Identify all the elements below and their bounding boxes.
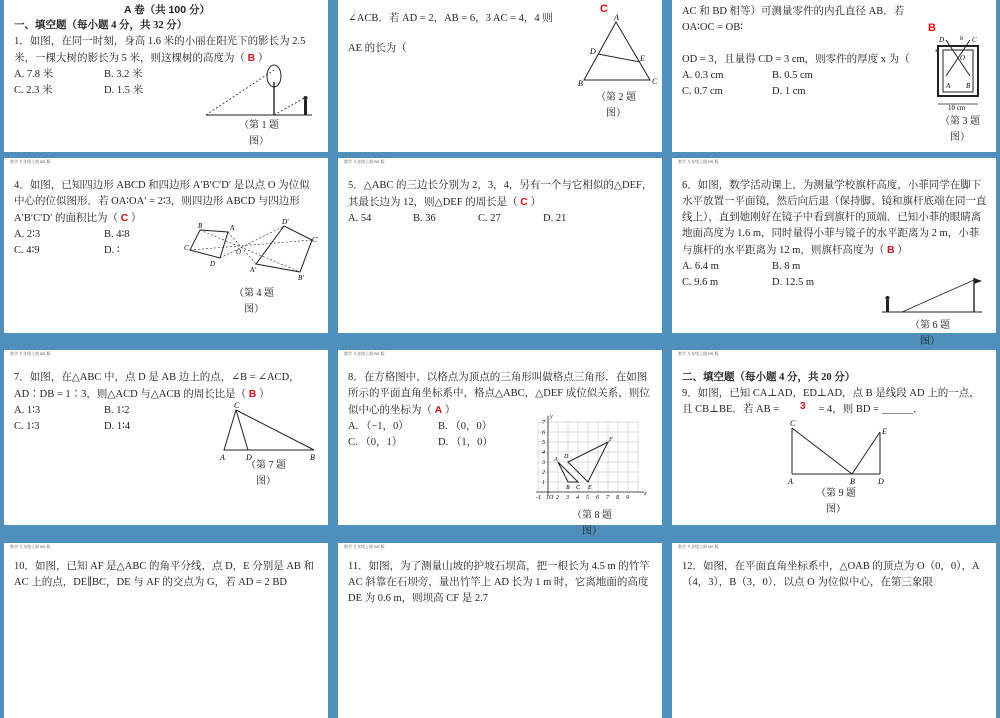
svg-text:D: D: [210, 260, 216, 268]
panel-header: 数学 九年级上册 BS 版: [338, 158, 662, 165]
svg-text:B: B: [310, 453, 315, 462]
figure-6-caption: （第 6 题 图）: [910, 320, 950, 347]
y-tick-label: 6: [542, 430, 545, 436]
panel-header: 数学 九年级上册 BS 版: [4, 158, 328, 165]
panel-header: 数学 九年级上册 BS 版: [338, 350, 662, 357]
question-6-text: 6．如图，数学活动课上，为测量学校旗杆高度，小菲同学在脚下水平放置一平面镜，然后向后退（保持脚、镜和旗杆底端在同一直线上），直到她刚好在镜子中看到旗杆的顶端．已知小菲的眼睛离地面高度为 1.6 m，同时量得小菲与镜子的水平距离为 2 m，小菲与旗杆的水平距离为 12 m，则旗杆高度为（ B ）: [682, 180, 987, 256]
question-3-text: AC 和 BD 相等）可测量零件的内孔直径 AB．若 OA∶OC = OB∶: [682, 6, 905, 33]
label-a: A: [614, 13, 619, 22]
option-b: B. 36: [413, 213, 436, 224]
svg-text:A: A: [230, 224, 235, 232]
option-a: A. 6.4 m: [682, 261, 719, 272]
y-axis-label: y: [550, 414, 553, 420]
point-label: D: [564, 454, 569, 460]
option-d: D. （1，0）: [438, 437, 493, 448]
option-d: D. ∶: [104, 245, 120, 256]
answer-5: C: [520, 196, 528, 208]
svg-text:C: C: [234, 401, 240, 410]
svg-text:D: D: [246, 453, 252, 462]
question-panel-7: [4, 350, 328, 525]
question-9-text: 9．如图，已知 CA⊥AD，ED⊥AD，点 B 是线段 AD 上的一点，: [682, 388, 980, 399]
svg-text:B: B: [850, 477, 855, 486]
y-tick-label: 7: [542, 420, 545, 426]
option-b: B. 0.5 cm: [772, 70, 813, 81]
figure-4-caption: （第 4 题 图）: [234, 288, 274, 315]
svg-text:B: B: [966, 82, 971, 90]
triangle-figure-7: [218, 401, 318, 462]
perpendicular-figure: [788, 419, 888, 486]
point-label: A: [554, 457, 558, 463]
y-tick-label: 3: [542, 460, 545, 466]
panel-header: 数学 九年级上册 BS 版: [338, 543, 662, 550]
answer-8: A: [434, 404, 443, 416]
x-axis-label: x: [644, 491, 647, 497]
svg-text:O: O: [960, 54, 966, 62]
option-c: C. 0.7 cm: [682, 86, 723, 97]
figure-9-caption: （第 9 题 图）: [816, 488, 856, 515]
question-panel-4: [4, 158, 328, 333]
flagpole-figure: [882, 276, 982, 316]
caliper-figure: [934, 36, 984, 112]
question-panel-2: [338, 0, 662, 152]
option-c: C. 2.3 米: [14, 85, 53, 96]
option-a: A. 54: [348, 213, 372, 224]
coordinate-grid-figure: [534, 408, 654, 504]
homothety-figure: [184, 220, 324, 280]
section-title: 一、填空题（每小题 4 分，共 32 分）: [14, 20, 188, 31]
origin-label: O: [549, 495, 554, 501]
question-9-line2: 且 CB⊥BE．若 AB = 3 = 4，则 BD = ______．: [682, 400, 924, 415]
svg-text:C: C: [790, 419, 796, 428]
question-panel-11: [338, 543, 662, 718]
question-10-text: 10．如图，已知 AF 是△ABC 的角平分线，点 D，E 分别是 AB 和 AC 上的点，DE∥BC，DE 与 AF 的交点为 G，若 AD = 2 BD: [14, 561, 315, 588]
point-label: E: [588, 485, 592, 491]
option-d: D. 1 cm: [772, 86, 806, 97]
figure-7-caption: （第 7 题 图）: [246, 460, 286, 487]
x-tick-label: 9: [626, 495, 629, 501]
svg-text:O: O: [236, 248, 242, 256]
point-label: B: [566, 485, 570, 491]
label-c: C: [652, 77, 658, 86]
option-c: C. 27: [478, 213, 501, 224]
x-tick-label: 4: [576, 495, 579, 501]
option-a: A. 0.3 cm: [682, 70, 724, 81]
option-b: B. 3.2 米: [104, 69, 143, 80]
y-tick-label: 1: [542, 480, 545, 486]
triangle-figure-2: [578, 13, 658, 88]
question-4-text: 4．如图，已知四边形 ABCD 和四边形 A′B′C′D′ 是以点 O 为位似中心的位似图形．若 OA∶OA′ = 2∶3，则四边形 ABCD 与四边形 A′B′C′D′ 的面积比为（ C ）: [14, 180, 310, 224]
question-8-text: 8．在方格图中，以格点为顶点的三角形叫做格点三角形．在如图所示的平面直角坐标系中，格点△ABC，△DEF 成位似关系，则位似中心的坐标为（ A ）: [348, 372, 650, 416]
question-7-text: 7．如图，在△ABC 中，点 D 是 AB 边上的点，∠B = ∠ACD，AD∶DB = 1∶3，则△ACD 与△ACB 的周长比是（ B ）: [14, 372, 300, 400]
figure-3-caption: （第 3 题 图）: [940, 116, 980, 143]
svg-text:x: x: [935, 48, 938, 54]
question-panel-9: [672, 350, 996, 525]
option-c: C. （0，1）: [348, 437, 403, 448]
dimension-label: 10 cm: [948, 104, 966, 112]
panel-header: 数学 九年级上册 BS 版: [672, 350, 996, 357]
option-d: D. 12.5 m: [772, 277, 814, 288]
answer-1: B: [247, 52, 256, 64]
x-tick-label: 6: [596, 495, 599, 501]
section-title: 二、填空题（每小题 4 分，共 20 分）: [682, 372, 856, 383]
volume-title: A 卷（共 100 分）: [124, 4, 210, 16]
option-c: C. 1∶3: [14, 421, 40, 432]
y-tick-label: 2: [542, 470, 545, 476]
figure-8-caption: （第 8 题 图）: [572, 510, 612, 537]
x-tick-label: 8: [616, 495, 619, 501]
question-11-text: 11．如图，为了测量山坡的护坡石坝高，把一根长为 4.5 m 的竹竿 AC 斜靠在石坝旁，量出竹竿上 AD 长为 1 m 时，它离地面的高度 DE 为 0.6 m，则坝高 CF 是 2.7: [348, 561, 650, 604]
x-tick-label: -1: [536, 495, 541, 501]
option-c: C. 4∶9: [14, 245, 40, 256]
svg-text:B′: B′: [298, 274, 304, 282]
svg-text:E: E: [882, 427, 887, 436]
point-label: C: [576, 485, 581, 491]
question-panel-5: [338, 158, 662, 333]
tree-shadow-figure: [204, 60, 314, 120]
answer-3: B: [928, 22, 936, 34]
option-d: D. 1∶4: [104, 421, 131, 432]
x-tick-label: 3: [566, 495, 569, 501]
svg-text:C′: C′: [312, 236, 319, 244]
svg-text:D′: D′: [282, 218, 289, 226]
question-panel-1: [4, 0, 328, 152]
question-panel-10: [4, 543, 328, 718]
option-c: C. 9.6 m: [682, 277, 719, 288]
option-d: D. 21: [543, 213, 567, 224]
question-5-text: 5．△ABC 的三边长分别为 2，3，4，另有一个与它相似的△DEF，其最长边为 12，则△DEF 的周长是（ C ）: [348, 180, 653, 208]
question-panel-12: [672, 543, 996, 718]
svg-text:A: A: [220, 453, 225, 462]
panel-header: 数学 九年级上册 BS 版: [672, 158, 996, 165]
option-b: B. 8 m: [772, 261, 801, 272]
panel-header: 数学 九年级上册 BS 版: [4, 350, 328, 357]
question-panel-8: [338, 350, 662, 537]
point-label: F: [609, 437, 613, 443]
x-tick-label: 2: [556, 495, 559, 501]
x-tick-label: 1: [546, 495, 549, 501]
y-tick-label: 5: [542, 440, 545, 446]
option-b: B. 4∶8: [104, 229, 130, 240]
option-b: B. 1∶2: [104, 405, 130, 416]
x-tick-label: 7: [606, 495, 609, 501]
question-panel-3: [672, 0, 996, 152]
svg-text:C: C: [184, 244, 189, 252]
question-12-text: 12．如图，在平面直角坐标系中，△OAB 的顶点为 O（0，0），A（4，3），B（3，0）．以点 O 为位似中心，在第三象限: [682, 561, 980, 588]
svg-text:A: A: [788, 477, 793, 486]
question-3-line2: OD = 3，且量得 CD = 3 cm，则零件的厚度 x 为（: [682, 54, 910, 65]
option-a: A. 7.8 米: [14, 69, 54, 80]
figure-2-caption: （第 2 题 图）: [596, 92, 636, 119]
svg-text:A: A: [946, 82, 951, 90]
answer-6: B: [887, 244, 895, 256]
answer-9: 3: [799, 400, 806, 412]
label-e: E: [640, 54, 645, 63]
option-a: A. 2∶3: [14, 229, 41, 240]
answer-2: C: [600, 3, 608, 15]
panel-header: 数学 九年级上册 BS 版: [4, 543, 328, 550]
y-tick-label: 4: [542, 450, 545, 456]
label-d: D: [590, 47, 596, 56]
svg-text:B: B: [198, 222, 203, 230]
x-tick-label: 5: [586, 495, 589, 501]
question-panel-6: [672, 158, 996, 347]
question-1-text: 1．如图，在同一时刻，身高 1.6 米的小丽在阳光下的影长为 2.5 米，一棵大树的影长为 5 米，则这棵树的高度为（ B ）: [14, 36, 306, 64]
question-2-text: ∠ACB．若 AD = 2，AB = 6，3 AC = 4，4 则 AE 的长为（: [348, 13, 553, 54]
answer-4: C: [120, 212, 129, 224]
option-a: A. （−1，0）: [348, 421, 409, 432]
svg-text:D: D: [878, 477, 884, 486]
option-a: A. 1∶3: [14, 405, 41, 416]
svg-text:D: D: [939, 36, 945, 44]
svg-text:A′: A′: [250, 266, 256, 274]
figure-1-caption: （第 1 题 图）: [239, 120, 279, 147]
svg-text:C: C: [972, 36, 977, 44]
svg-text:b: b: [960, 36, 963, 42]
label-b: B: [578, 79, 583, 88]
answer-7: B: [248, 388, 257, 400]
option-d: D. 1.5 米: [104, 85, 144, 96]
option-b: B. （0，0）: [438, 421, 493, 432]
panel-header: 数学 九年级上册 BS 版: [672, 543, 996, 550]
